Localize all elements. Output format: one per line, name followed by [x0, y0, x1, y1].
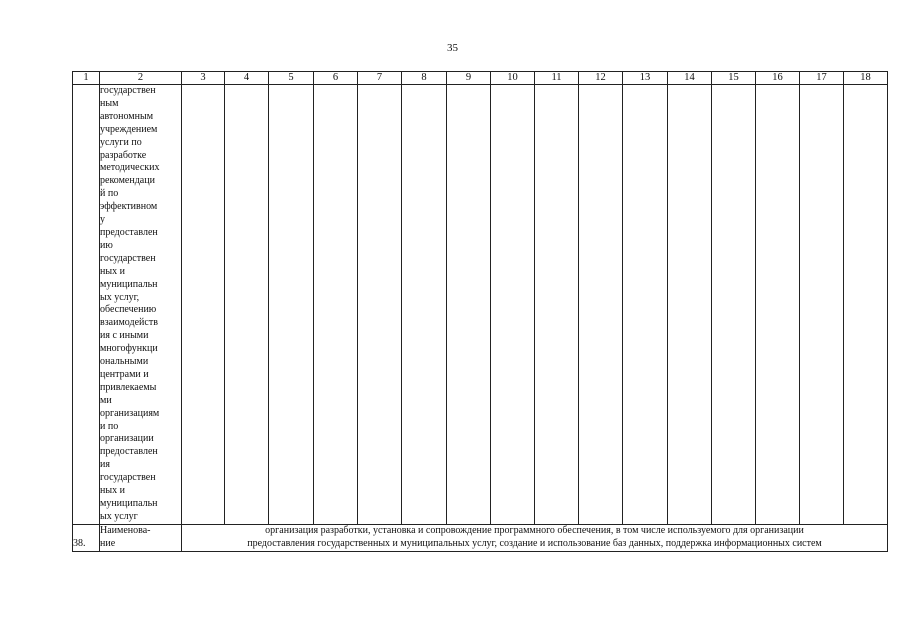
service-description-line: государствен	[100, 85, 156, 96]
empty-cell	[314, 85, 358, 525]
service-description-lines	[100, 85, 181, 524]
row-label-cell	[100, 524, 182, 551]
service-description-line: учреждением	[100, 123, 158, 135]
service-description-line: услуги по	[100, 136, 142, 148]
continuation-row	[73, 85, 888, 525]
service-description-line: ных и	[100, 485, 125, 497]
service-description-line: методических	[100, 162, 160, 174]
service-description-line: организации	[100, 433, 154, 445]
header-cell: 8	[402, 72, 447, 85]
service-description-line: ия с иными	[100, 330, 149, 342]
header-cell: 15	[712, 72, 756, 85]
row-description-cell	[182, 524, 888, 551]
header-cell: 13	[623, 72, 668, 85]
header-cell: 4	[225, 72, 269, 85]
row-label-line: Наименова-	[100, 524, 151, 536]
service-description-line: государствен	[100, 252, 156, 264]
service-description-line: й по	[100, 188, 119, 200]
empty-cell	[668, 85, 712, 525]
service-description-line: рекомендаци	[100, 175, 155, 187]
row-description-line: предоставления государственных и муниципальных услуг, создание и использование баз данных, поддержка информационных систем	[247, 537, 822, 549]
service-description-line: центрами и	[100, 368, 149, 380]
service-description-line: эффективном	[100, 201, 158, 213]
service-description-line: автономным	[100, 110, 154, 122]
row-description-line: организация разработки, установка и сопровождение программного обеспечения, в том числе используемого для организации	[265, 524, 804, 536]
empty-cell	[269, 85, 314, 525]
empty-cell	[225, 85, 269, 525]
empty-cell	[402, 85, 447, 525]
service-description-line: ию	[100, 239, 113, 251]
empty-cell	[844, 85, 888, 525]
empty-cell	[756, 85, 800, 525]
service-description-line: взаимодейств	[100, 317, 158, 329]
service-description-line: у	[100, 214, 105, 226]
service-description-line: ых услуг,	[100, 291, 140, 303]
service-description-line: ых услуг	[100, 510, 138, 522]
service-description-line: ных и	[100, 265, 125, 277]
data-table	[72, 71, 888, 552]
empty-cell	[491, 85, 535, 525]
table-header-row	[73, 72, 888, 85]
empty-cell	[447, 85, 491, 525]
header-cell: 16	[756, 72, 800, 85]
header-cell: 9	[447, 72, 491, 85]
empty-cell	[579, 85, 623, 525]
service-description-line: ия	[100, 459, 110, 471]
header-cell: 7	[358, 72, 402, 85]
header-cell: 1	[73, 72, 100, 85]
row-number-cell	[73, 85, 100, 525]
service-description-line: ным	[100, 97, 119, 109]
header-cell: 3	[182, 72, 225, 85]
service-description-line: разработке	[100, 149, 147, 161]
service-description-line: обеспечению	[100, 304, 157, 316]
row-label-line: ние	[100, 537, 116, 549]
service-description-line: привлекаемы	[100, 381, 157, 393]
service-description-line: государствен	[100, 472, 156, 484]
empty-cell	[358, 85, 402, 525]
empty-cell	[712, 85, 756, 525]
service-description-line: предоставлен	[100, 226, 158, 238]
header-cell: 18	[844, 72, 888, 85]
page-number: 35	[447, 42, 458, 54]
service-description-cell	[100, 85, 182, 525]
table-row-38	[73, 524, 888, 551]
service-description-line: и по	[100, 420, 119, 432]
header-cell: 2	[100, 72, 182, 85]
empty-cell	[182, 85, 225, 525]
header-cell: 12	[579, 72, 623, 85]
header-cell: 10	[491, 72, 535, 85]
empty-cell	[800, 85, 844, 525]
service-description-line: ональными	[100, 356, 149, 368]
row-number-cell: 38.	[73, 524, 100, 551]
header-cell: 5	[269, 72, 314, 85]
header-cell: 11	[535, 72, 579, 85]
empty-cell	[623, 85, 668, 525]
service-description-line: предоставлен	[100, 446, 158, 458]
service-description-line: организациям	[100, 407, 160, 419]
header-cell: 6	[314, 72, 358, 85]
header-cell: 17	[800, 72, 844, 85]
empty-cell	[535, 85, 579, 525]
service-description-line: муниципальн	[100, 278, 158, 290]
header-cell: 14	[668, 72, 712, 85]
service-description-line: ми	[100, 394, 112, 406]
service-description-line: многофункци	[100, 343, 158, 355]
service-description-line: муниципальн	[100, 498, 158, 509]
